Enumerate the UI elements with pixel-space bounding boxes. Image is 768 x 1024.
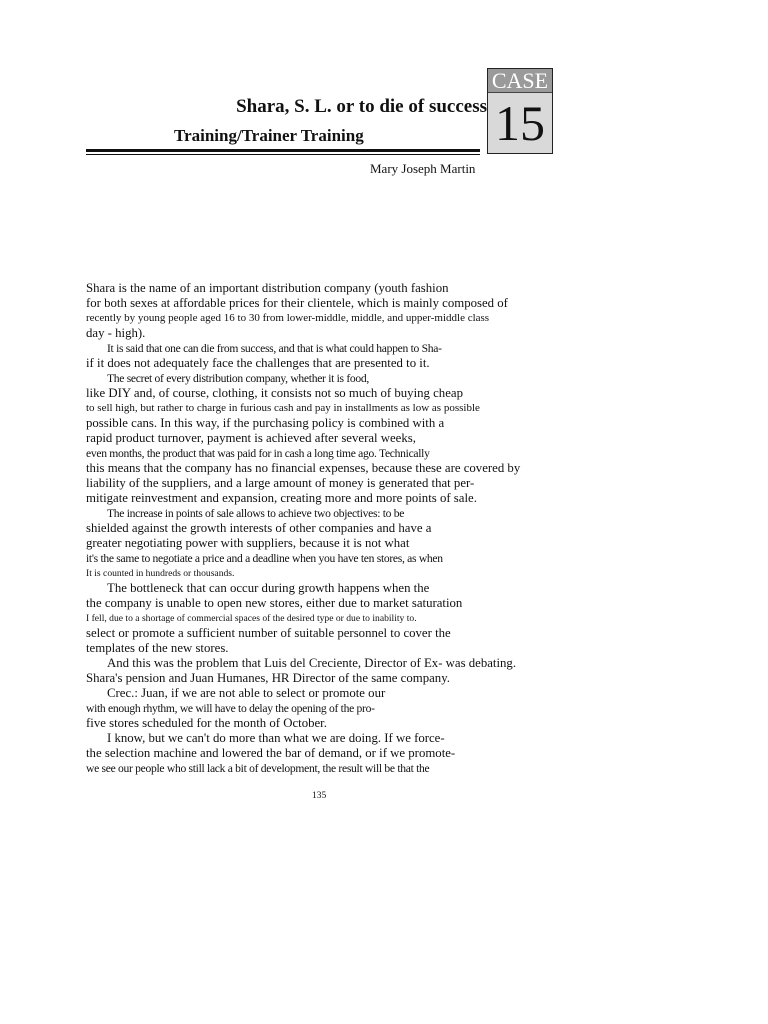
body-line: to sell high, but rather to charge in furious cash and pay in installments as low as possible	[86, 402, 480, 414]
body-line: day - high).	[86, 326, 146, 340]
body-line: mitigate reinvestment and expansion, creating more and more points of sale.	[86, 491, 477, 505]
body-line: recently by young people aged 16 to 30 from lower-middle, middle, and upper-middle class	[86, 312, 490, 324]
chapter-title: Shara, S. L. or to die of success	[236, 96, 487, 117]
body-line: possible cans. In this way, if the purchasing policy is combined with a	[86, 416, 445, 430]
body-text	[86, 281, 566, 776]
body-line: with enough rhythm, we will have to delay the opening of the pro-	[86, 702, 375, 715]
body-line: The bottleneck that can occur during growth happens when the	[107, 581, 430, 595]
body-line: select or promote a sufficient number of suitable personnel to cover the	[86, 626, 451, 640]
body-line: Crec.: Juan, if we are not able to select or promote our	[107, 686, 386, 700]
body-line: Shara's pension and Juan Humanes, HR Director of the same company.	[86, 671, 450, 685]
case-badge	[487, 68, 553, 154]
body-line: I fell, due to a shortage of commercial spaces of the desired type or due to inability to.	[86, 613, 417, 624]
body-line: liability of the suppliers, and a large amount of money is generated that per-	[86, 476, 475, 490]
body-line: The increase in points of sale allows to achieve two objectives: to be	[107, 507, 405, 520]
body-line: greater negotiating power with suppliers, because it is not what	[86, 536, 410, 550]
author-name: Mary Joseph Martin	[370, 161, 476, 176]
body-line: even months, the product that was paid for in cash a long time ago. Technically	[86, 447, 430, 460]
case-number: 15	[495, 95, 545, 151]
body-line: it's the same to negotiate a price and a deadline when you have ten stores, as when	[86, 552, 443, 565]
body-line: for both sexes at affordable prices for their clientele, which is mainly composed of	[86, 296, 508, 310]
body-line: And this was the problem that Luis del Creciente, Director of Ex- was debating.	[107, 656, 517, 670]
body-line: The secret of every distribution company, whether it is food,	[107, 372, 370, 385]
body-line: rapid product turnover, payment is achieved after several weeks,	[86, 431, 416, 445]
body-line: five stores scheduled for the month of October.	[86, 716, 327, 730]
body-line: templates of the new stores.	[86, 641, 229, 655]
chapter-subtitle: Training/Trainer Training	[174, 126, 364, 145]
body-line: if it does not adequately face the challenges that are presented to it.	[86, 356, 430, 370]
body-line: we see our people who still lack a bit of development, the result will be that the	[86, 762, 430, 775]
case-label: CASE	[488, 69, 552, 93]
body-line: the selection machine and lowered the bar of demand, or if we promote-	[86, 746, 456, 760]
title-rule-thick	[86, 149, 480, 152]
body-line: the company is unable to open new stores, either due to market saturation	[86, 596, 463, 610]
page-number: 135	[312, 791, 327, 801]
body-line: Shara is the name of an important distribution company (youth fashion	[86, 281, 449, 295]
body-line: I know, but we can't do more than what we are doing. If we force-	[107, 731, 445, 745]
body-line: like DIY and, of course, clothing, it consists not so much of buying cheap	[86, 386, 463, 400]
body-line: It is counted in hundreds or thousands.	[86, 568, 235, 579]
body-line: shielded against the growth interests of other companies and have a	[86, 521, 432, 535]
body-line: It is said that one can die from success, and that is what could happen to Sha-	[107, 342, 442, 355]
body-line: this means that the company has no financial expenses, because these are covered by	[86, 461, 521, 475]
title-rule-thin	[86, 154, 480, 155]
